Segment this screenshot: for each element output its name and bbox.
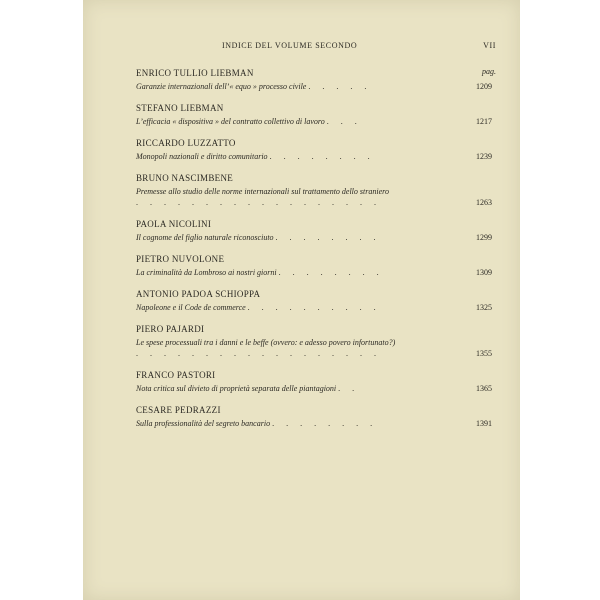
toc-entry	[136, 102, 492, 127]
toc-entry	[136, 323, 492, 359]
entry-author: FRANCO PASTORI	[136, 370, 216, 380]
entry-title: Il cognome del figlio naturale riconosciuto	[136, 233, 274, 242]
entry-work	[136, 186, 492, 208]
leader-dots: . . . . .	[308, 82, 372, 91]
entry-author: BRUNO NASCIMBENE	[136, 173, 234, 183]
toc-entry	[136, 172, 492, 208]
entry-title: La criminalità da Lombroso ai nostri giorni	[136, 268, 277, 277]
header-page-number: VII	[483, 41, 496, 50]
entry-page: 1239	[476, 152, 492, 161]
entry-author: STEFANO LIEBMAN	[136, 103, 224, 113]
entry-work	[136, 383, 492, 394]
entry-title: L’efficacia « dispositiva » del contratto collettivo di lavoro	[136, 117, 325, 126]
leader-dots: . . . . . . . .	[278, 268, 384, 277]
leader-dots: . . .	[326, 117, 362, 126]
entry-title: Garanzie internazionali dell’« equo » processo civile	[136, 82, 307, 91]
entry-work	[136, 116, 492, 127]
pag-label: pag.	[482, 67, 496, 76]
book-page	[83, 0, 520, 600]
entry-work	[136, 337, 492, 359]
entry-page: 1365	[476, 384, 492, 393]
toc-entry	[136, 288, 492, 313]
entry-page: 1263	[476, 198, 492, 207]
leader-dots: . . . . . . . .	[275, 233, 381, 242]
entry-work	[136, 151, 492, 162]
header-title: INDICE DEL VOLUME SECONDO	[222, 41, 358, 50]
entry-title: Nota critica sul divieto di proprietà separata delle piantagioni	[136, 384, 337, 393]
leader-dots: . . . . . . . . . .	[247, 303, 381, 312]
leader-dots: . .	[338, 384, 360, 393]
entry-work	[136, 302, 492, 313]
entry-author: RICCARDO LUZZATTO	[136, 138, 236, 148]
toc-list	[136, 67, 492, 439]
entry-page: 1309	[476, 268, 492, 277]
entry-title: Premesse allo studio delle norme internazionali sul trattamento dello straniero	[136, 187, 389, 196]
entry-author: CESARE PEDRAZZI	[136, 405, 221, 415]
entry-page: 1217	[476, 117, 492, 126]
toc-entry	[136, 369, 492, 394]
entry-author: PAOLA NICOLINI	[136, 219, 212, 229]
leader-dots: . . . . . . . .	[272, 419, 378, 428]
entry-page: 1391	[476, 419, 492, 428]
entry-page: 1299	[476, 233, 492, 242]
toc-entry	[136, 404, 492, 429]
entry-author: PIERO PAJARDI	[136, 324, 205, 334]
entry-work	[136, 81, 492, 92]
entry-page: 1325	[476, 303, 492, 312]
entry-title: Sulla professionalità del segreto bancario	[136, 419, 271, 428]
entry-title: Napoleone e il Code de commerce	[136, 303, 246, 312]
leader-dots: . . . . . . . .	[269, 152, 375, 161]
toc-entry	[136, 67, 492, 92]
entry-page: 1355	[476, 349, 492, 358]
entry-author: PIETRO NUVOLONE	[136, 254, 225, 264]
entry-work	[136, 232, 492, 243]
toc-entry	[136, 253, 492, 278]
entry-work	[136, 418, 492, 429]
leader-dots: . . . . . . . . . . . . . . . . . .	[136, 349, 381, 358]
toc-entry	[136, 218, 492, 243]
entry-author: ENRICO TULLIO LIEBMAN	[136, 68, 254, 78]
entry-page: 1209	[476, 82, 492, 91]
entry-author: ANTONIO PADOA SCHIOPPA	[136, 289, 261, 299]
leader-dots: . . . . . . . . . . . . . . . . . .	[136, 198, 381, 207]
entry-title: Monopoli nazionali e diritto comunitario	[136, 152, 268, 161]
toc-entry	[136, 137, 492, 162]
entry-work	[136, 267, 492, 278]
entry-title: Le spese processuali tra i danni e le beffe (ovvero: e adesso povero infortunato?)	[136, 338, 396, 347]
